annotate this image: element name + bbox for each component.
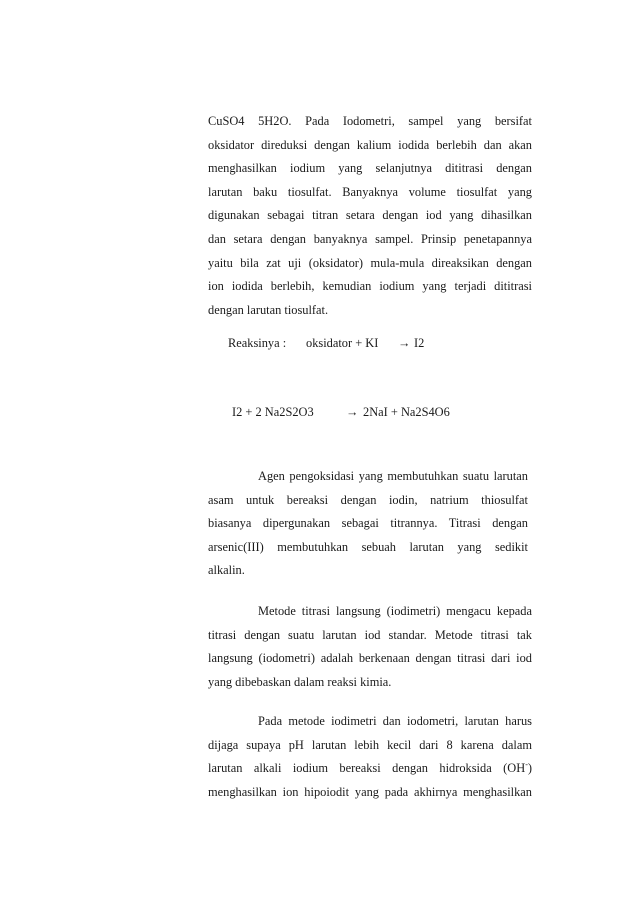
reaction-arrow: → bbox=[346, 405, 359, 419]
text-line: oksidator direduksi dengan kalium iodida berlebih dan akan bbox=[208, 137, 532, 152]
reaction-product: I2 bbox=[414, 336, 425, 350]
text-line: CuSO4 5H2O. Pada Iodometri, sampel yang bersifat bbox=[208, 114, 532, 128]
reaction-reactants: I2 + 2 Na2S2O3 bbox=[232, 405, 314, 419]
text-line: Metode titrasi langsung (iodimetri) mengacu kepada bbox=[258, 604, 532, 618]
reaction-reactants: oksidator + KI bbox=[306, 336, 379, 350]
text-line: alkalin. bbox=[208, 563, 245, 578]
text-line bbox=[208, 757, 532, 781]
text-line: menghasilkan ion hipoiodit yang pada akhirnya menghasilkan bbox=[208, 784, 532, 799]
text-line: digunakan sebagai titran setara dengan iod yang dihasilkan bbox=[208, 208, 532, 223]
text-line: asam untuk bereaksi dengan iodin, natrium thiosulfat bbox=[208, 492, 528, 507]
text-line: Pada metode iodimetri dan iodometri, larutan harus bbox=[258, 714, 532, 728]
text-line: titrasi dengan suatu larutan iod standar. Metode titrasi tak bbox=[208, 627, 532, 642]
text-line: dan setara dengan banyaknya sampel. Prinsip penetapannya bbox=[208, 231, 532, 246]
text-line: menghasilkan iodium yang selanjutnya dititrasi dengan bbox=[208, 161, 532, 176]
text-line: yaitu bila zat uji (oksidator) mula-mula direaksikan dengan bbox=[208, 255, 532, 270]
text-line: larutan baku tiosulfat. Banyaknya volume tiosulfat yang bbox=[208, 184, 532, 199]
reaction-arrow: → bbox=[398, 336, 411, 350]
text-line: dijaga supaya pH larutan lebih kecil dari 8 karena dalam bbox=[208, 737, 532, 752]
text-line: biasanya dipergunakan sebagai titrannya. Titrasi dengan bbox=[208, 516, 528, 531]
reaction-label: Reaksinya : bbox=[228, 336, 287, 350]
paragraph-oxidizing-agent bbox=[208, 465, 528, 583]
reaction-products: 2NaI + Na2S4O6 bbox=[363, 405, 450, 419]
paragraph-titration-methods bbox=[208, 600, 532, 694]
text-segment: larutan alkali iodium bereaksi dengan hidroksida (OH bbox=[208, 761, 526, 776]
text-segment: ) bbox=[527, 761, 532, 776]
paragraph-iodometri-principle bbox=[208, 110, 532, 322]
text-line: langsung (iodometri) adalah berkenaan dengan titrasi dari iod bbox=[208, 651, 532, 666]
paragraph-ph-condition bbox=[208, 710, 532, 804]
hydroxide-charge-superscript: - bbox=[525, 760, 528, 770]
text-line: Agen pengoksidasi yang membutuhkan suatu larutan bbox=[258, 469, 528, 483]
text-line: ion iodida berlebih, kemudian iodium yang terjadi dititrasi bbox=[208, 279, 532, 294]
text-line: dengan larutan tiosulfat. bbox=[208, 302, 329, 317]
text-line: yang dibebaskan dalam reaksi kimia. bbox=[208, 674, 392, 689]
text-line: arsenic(III) membutuhkan sebuah larutan yang sedikit bbox=[208, 539, 528, 554]
